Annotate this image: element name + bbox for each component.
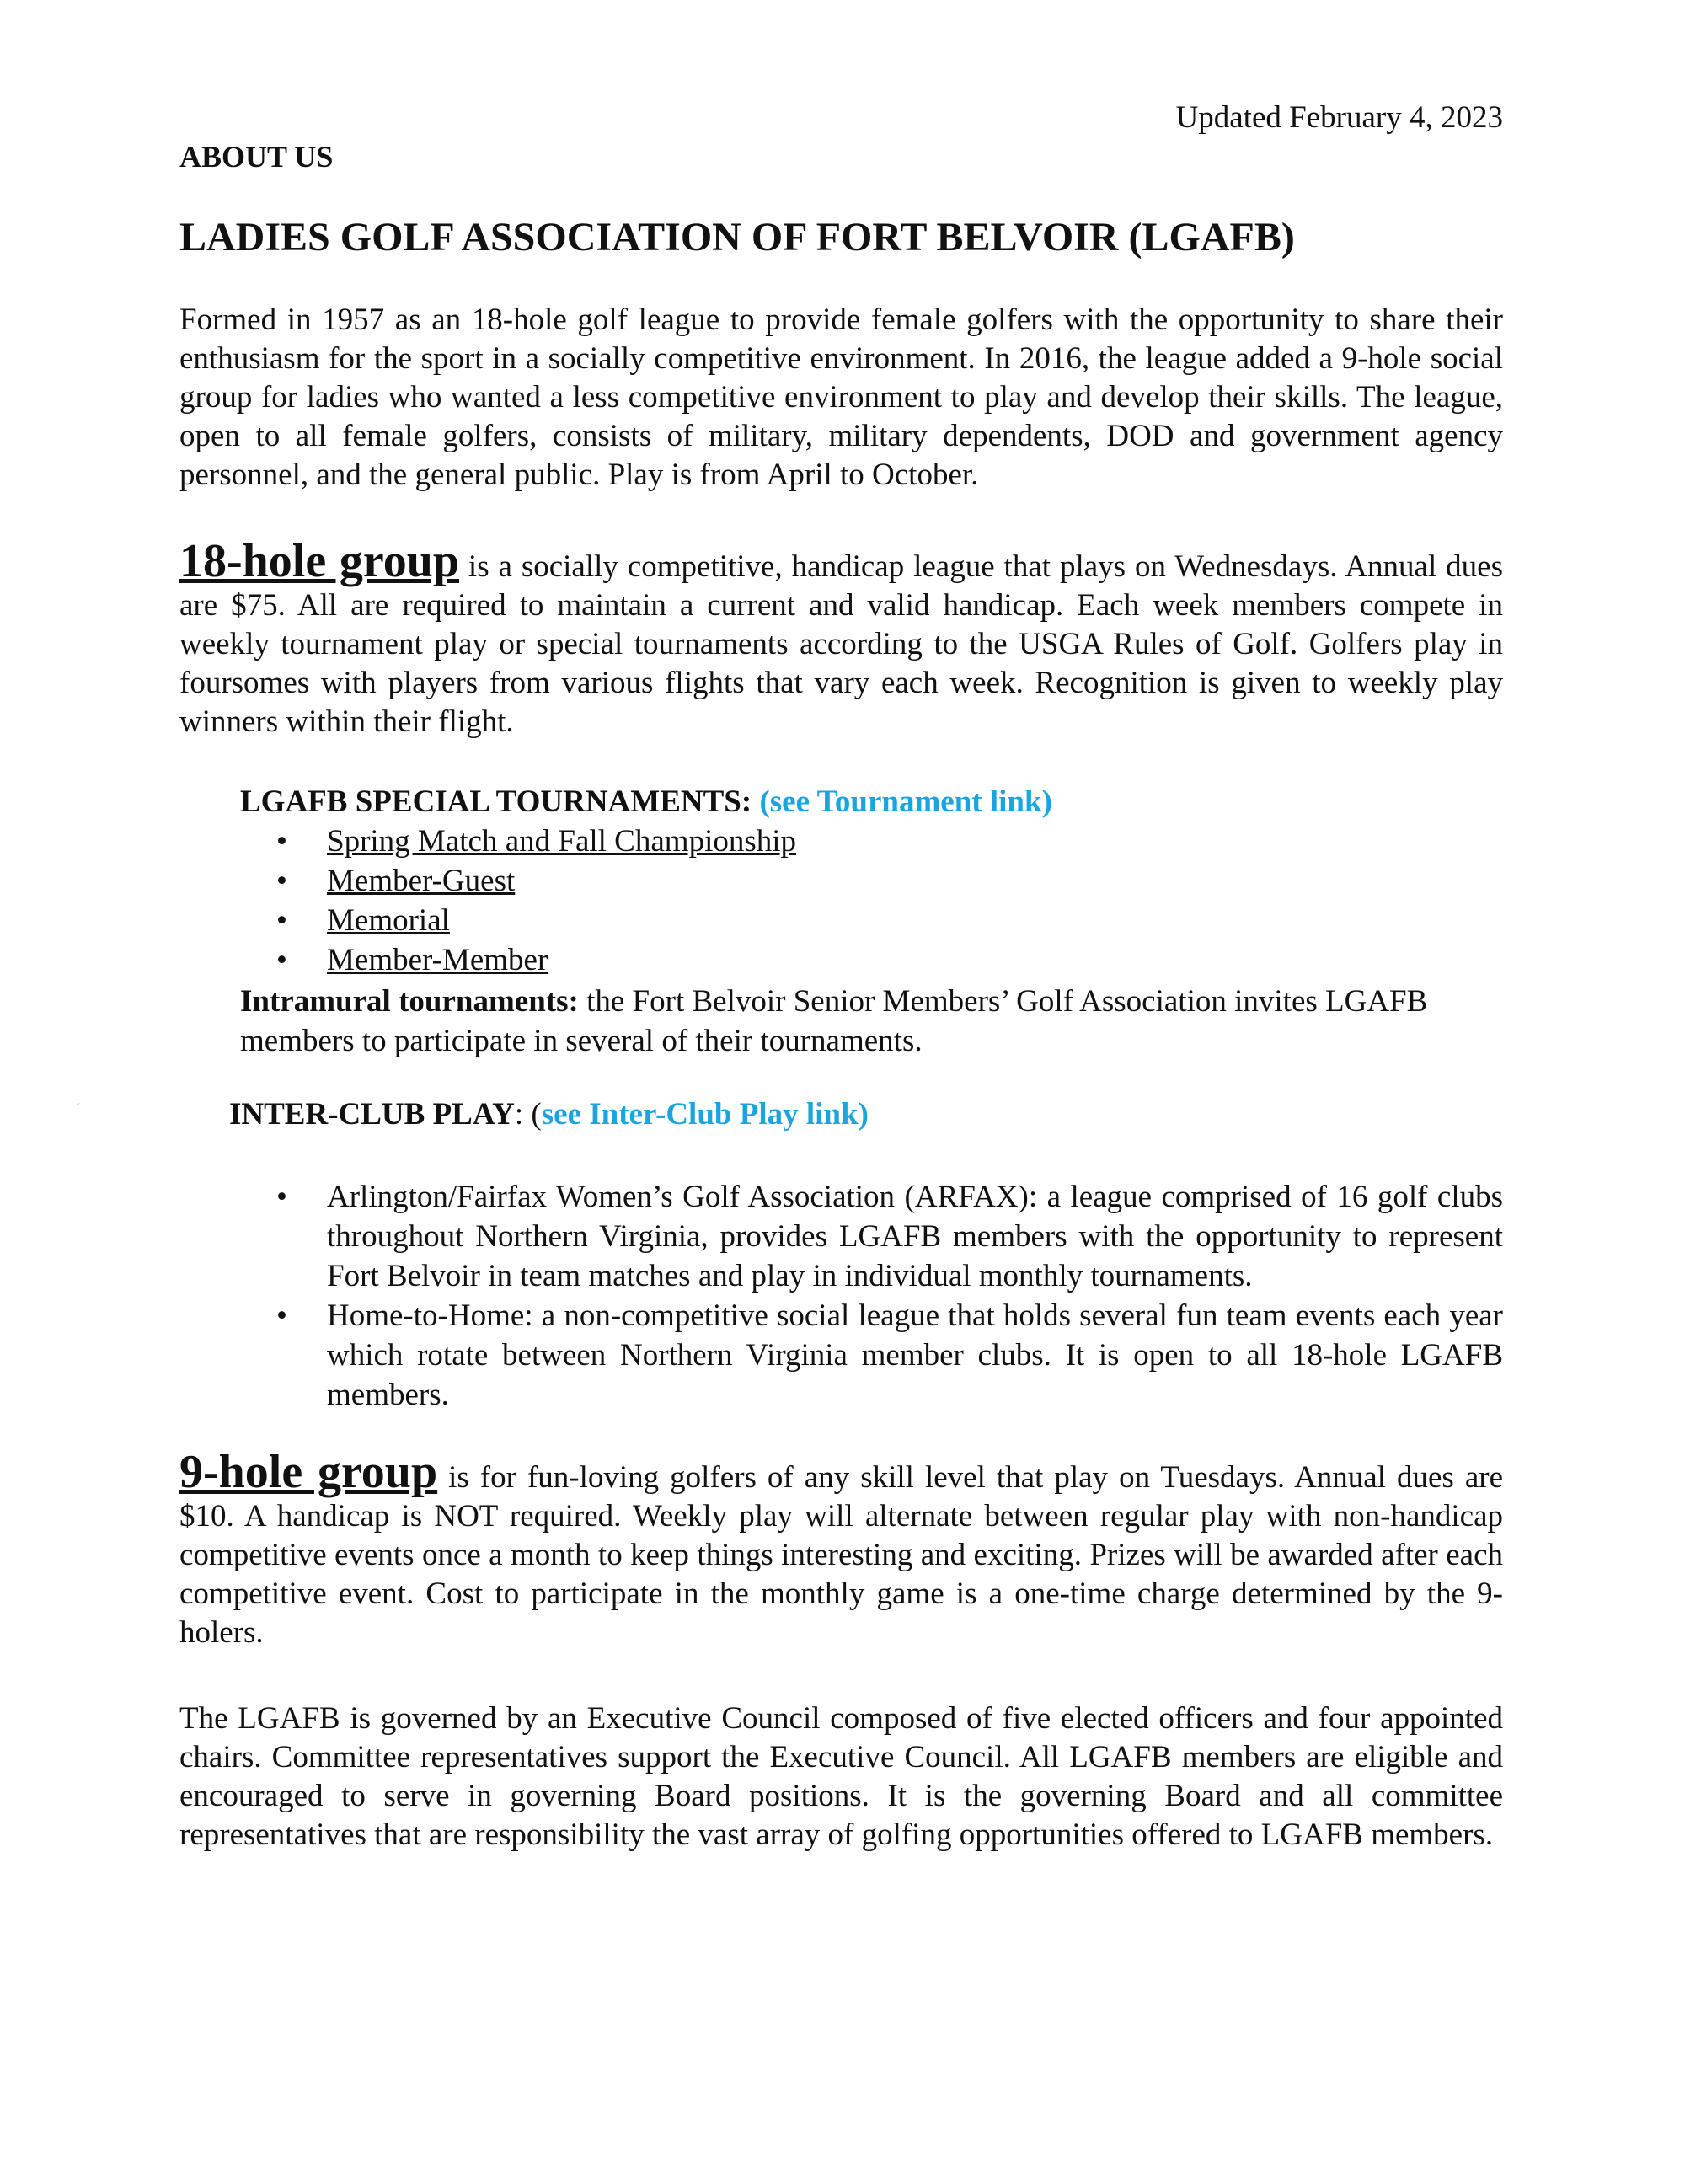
- bullet-icon: •: [276, 864, 287, 898]
- interclub-item-home-to-home: Home-to-Home: a non-competitive social league that holds several fun team events each year which rotate between Northern Virginia member clubs. It is open to all 18-hole LGAFB members.: [327, 1298, 1503, 1412]
- group9-heading: 9-hole group: [179, 1446, 438, 1498]
- special-tournaments-heading-row: [240, 782, 1052, 822]
- bullet-icon: •: [276, 824, 287, 859]
- section-label-about-us: ABOUT US: [179, 140, 334, 174]
- tournament-item-spring-fall[interactable]: Spring Match and Fall Championship: [327, 824, 797, 859]
- list-item: [276, 1177, 1503, 1296]
- interclub-item-arfax: Arlington/Fairfax Women’s Golf Association (ARFAX): a league comprised of 16 golf clubs throughout Northern Virginia, provides LGAFB members with the opportunity to represent Fort Belvoir in team matches and play in individual monthly tournaments.: [327, 1180, 1503, 1293]
- list-item: [276, 940, 796, 980]
- list-item: [276, 901, 796, 940]
- group18-paragraph: [179, 535, 1503, 741]
- stray-mark: ´: [76, 1102, 80, 1115]
- bullet-icon: •: [276, 943, 287, 977]
- list-item: [276, 1296, 1503, 1415]
- group9-text: is for fun-loving golfers of any skill level that play on Tuesdays. Annual dues are $10. A handicap is NOT required. Weekly play will alternate between regular play with non-handicap competitive events once a month to keep things interesting and exciting. Prizes will be awarded after each competitive event. Cost to participate in the monthly game is a one-time charge determined by the 9-holers.: [179, 1460, 1504, 1650]
- interclub-link-open: (: [531, 1097, 542, 1132]
- group18-heading: 18-hole group: [179, 535, 459, 587]
- list-item: [276, 861, 796, 901]
- interclub-list: [276, 1177, 1503, 1415]
- governance-paragraph: The LGAFB is governed by an Executive Council composed of five elected officers and four appointed chairs. Committee representatives support the Executive Council. All LGAFB members are eligible and encouraged to serve in governing Board positions. It is the governing Board and all committee representatives that are responsibility the vast array of golfing opportunities offered to LGAFB members.: [179, 1701, 1503, 1852]
- intramural-paragraph: [240, 982, 1504, 1061]
- special-tournaments-heading: LGAFB SPECIAL TOURNAMENTS:: [240, 784, 752, 819]
- group9-paragraph: [179, 1446, 1504, 1652]
- interclub-heading: INTER-CLUB PLAY: [229, 1097, 515, 1132]
- tournament-item-member-member[interactable]: Member-Member: [327, 943, 548, 977]
- tournament-link[interactable]: (see Tournament link): [759, 784, 1052, 819]
- tournament-item-member-guest[interactable]: Member-Guest: [327, 864, 516, 898]
- intramural-label: Intramural tournaments:: [240, 984, 579, 1019]
- bullet-icon: •: [276, 1180, 287, 1214]
- updated-date: Updated February 4, 2023: [1175, 100, 1503, 135]
- interclub-link[interactable]: see Inter-Club Play link): [541, 1097, 869, 1132]
- list-item: [276, 822, 796, 861]
- intro-paragraph: Formed in 1957 as an 18-hole golf league to provide female golfers with the opportunity to share their enthusiasm for the sport in a socially competitive environment. In 2016, the league added a 9-hole social group for ladies who wanted a less competitive environment to play and develop their skills. The league, open to all female golfers, consists of military, military dependents, DOD and government agency personnel, and the general public. Play is from April to October.: [179, 302, 1503, 492]
- tournament-item-memorial[interactable]: Memorial: [327, 903, 450, 938]
- page-title: LADIES GOLF ASSOCIATION OF FORT BELVOIR (LGAFB): [179, 215, 1295, 260]
- bullet-icon: •: [276, 1298, 287, 1333]
- interclub-heading-row: [229, 1095, 869, 1134]
- group18-text: is a socially competitive, handicap league that plays on Wednesdays. Annual dues are $75. All are required to maintain a current and valid handicap. Each week members compete in weekly tournament play or special tournaments according to the USGA Rules of Golf. Golfers play in foursomes with players from various flights that vary each week. Recognition is given to weekly play winners within their flight.: [179, 549, 1503, 739]
- interclub-colon: :: [514, 1097, 532, 1132]
- intramural-text: the Fort Belvoir Senior Members’ Golf Association invites LGAFB members to participate in several of their tournaments.: [240, 984, 1428, 1058]
- special-tournaments-list: [276, 822, 796, 980]
- bullet-icon: •: [276, 903, 287, 938]
